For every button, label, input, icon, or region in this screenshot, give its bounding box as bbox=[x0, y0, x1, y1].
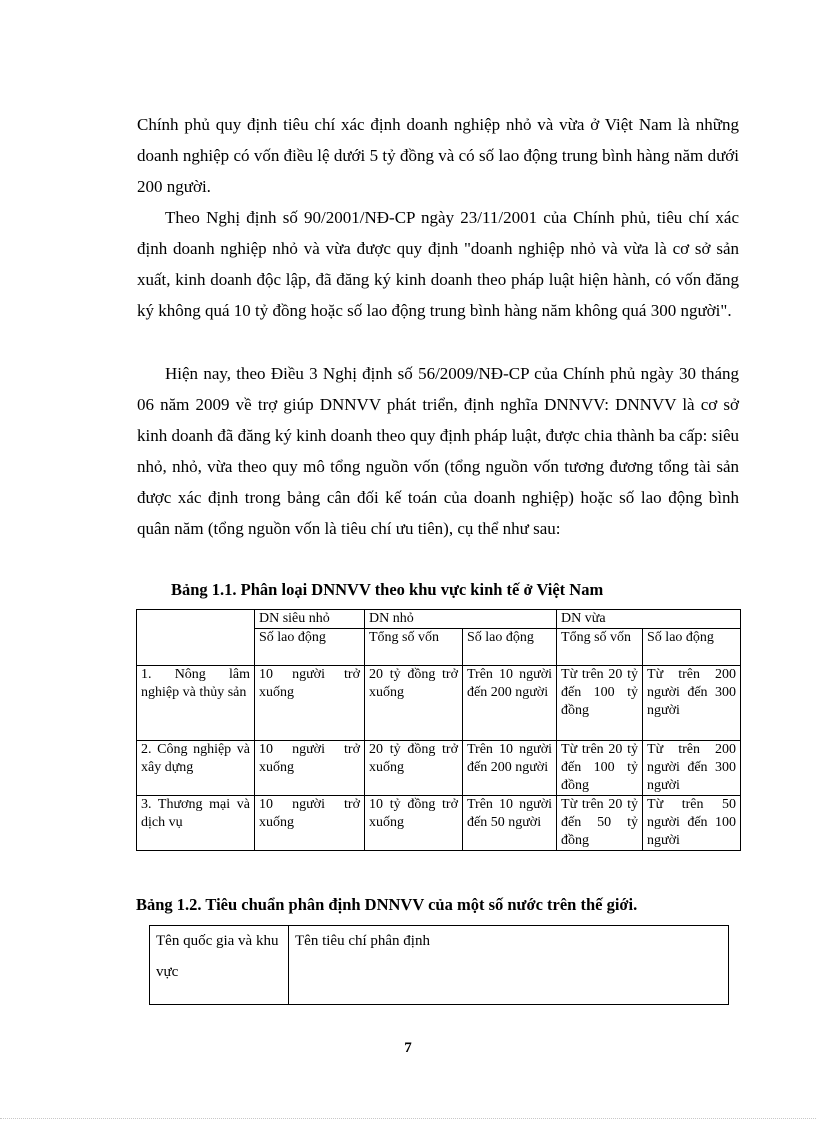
table-cell: 10 người trở xuống bbox=[255, 741, 365, 796]
table-cell: Trên 10 người đến 200 người bbox=[463, 741, 557, 796]
subheader-cell: Số lao động bbox=[463, 629, 557, 666]
table-cell: Từ trên 50 người đến 100 người bbox=[643, 796, 741, 851]
table-cell: Trên 10 người đến 50 người bbox=[463, 796, 557, 851]
header-micro: DN siêu nhỏ bbox=[255, 610, 365, 629]
table-cell: Từ trên 20 tỷ đến 50 tỷ đồng bbox=[557, 796, 643, 851]
subheader-cell: Số lao động bbox=[643, 629, 741, 666]
table-header-row bbox=[137, 610, 741, 629]
header-medium: DN vừa bbox=[557, 610, 741, 629]
table-row bbox=[137, 666, 741, 741]
paragraph-3: Hiện nay, theo Điều 3 Nghị định số 56/2009/NĐ-CP của Chính phủ ngày 30 tháng 06 năm 2009 về trợ giúp DNNVV phát triển, định nghĩa DNNVV: DNNVV là cơ sở kinh doanh đã đăng ký kinh doanh theo quy định pháp luật, được chia thành ba cấp: siêu nhỏ, nhỏ, vừa theo quy mô tổng nguồn vốn (tổng nguồn vốn tương đương tổng tài sản được xác định trong bảng cân đối kế toán của doanh nghiệp) hoặc số lao động bình quân năm (tổng nguồn vốn là tiêu chí ưu tiên), cụ thể như sau: bbox=[137, 364, 739, 538]
table-cell: Từ trên 20 tỷ đến 100 tỷ đồng bbox=[557, 741, 643, 796]
table-cell: Từ trên 200 người đến 300 người bbox=[643, 741, 741, 796]
subheader-cell: Tổng số vốn bbox=[365, 629, 463, 666]
subheader-cell: Số lao động bbox=[255, 629, 365, 666]
table2-caption: Bảng 1.2. Tiêu chuẩn phân định DNNVV của một số nước trên thế giới. bbox=[136, 895, 638, 914]
sector-cell: 3. Thương mại và dịch vụ bbox=[137, 796, 255, 851]
table-cell: 10 người trở xuống bbox=[255, 796, 365, 851]
header-country: Tên quốc gia và khu vực bbox=[150, 926, 289, 1005]
page-bottom-divider bbox=[0, 1118, 816, 1119]
table-cell: 10 người trở xuống bbox=[255, 666, 365, 741]
table-cell: 20 tỷ đồng trở xuống bbox=[365, 666, 463, 741]
paragraph-1: Chính phủ quy định tiêu chí xác định doanh nghiệp nhỏ và vừa ở Việt Nam là những doanh nghiệp có vốn điều lệ dưới 5 tỷ đồng và có số lao động trung bình hàng năm dưới 200 người. bbox=[137, 115, 739, 196]
table1-caption: Bảng 1.1. Phân loại DNNVV theo khu vực kinh tế ở Việt Nam bbox=[171, 580, 604, 599]
sme-criteria-table bbox=[149, 925, 729, 1005]
sector-cell: 2. Công nghiệp và xây dựng bbox=[137, 741, 255, 796]
table-header-row bbox=[150, 926, 729, 1005]
sector-cell: 1. Nông lâm nghiệp và thủy sản bbox=[137, 666, 255, 741]
table-row bbox=[137, 741, 741, 796]
paragraph-2: Theo Nghị định số 90/2001/NĐ-CP ngày 23/11/2001 của Chính phủ, tiêu chí xác định doanh nghiệp nhỏ và vừa được quy định "doanh nghiệp nhỏ và vừa là cơ sở sản xuất, kinh doanh độc lập, đã đăng ký kinh doanh theo pháp luật hiện hành, có vốn đăng ký không quá 10 tỷ đồng hoặc số lao động trung bình hàng năm không quá 300 người". bbox=[137, 208, 739, 320]
subheader-cell: Tổng số vốn bbox=[557, 629, 643, 666]
header-criteria: Tên tiêu chí phân định bbox=[289, 926, 729, 1005]
table-cell: 10 tỷ đồng trở xuống bbox=[365, 796, 463, 851]
table-cell: 20 tỷ đồng trở xuống bbox=[365, 741, 463, 796]
header-small: DN nhỏ bbox=[365, 610, 557, 629]
table-cell: Từ trên 20 tỷ đến 100 tỷ đồng bbox=[557, 666, 643, 741]
header-empty-cell bbox=[137, 610, 255, 666]
sme-classification-table bbox=[136, 609, 741, 851]
page-number: 7 bbox=[404, 1040, 412, 1056]
table-cell: Trên 10 người đến 200 người bbox=[463, 666, 557, 741]
table-row bbox=[137, 796, 741, 851]
table-cell: Từ trên 200 người đến 300 người bbox=[643, 666, 741, 741]
